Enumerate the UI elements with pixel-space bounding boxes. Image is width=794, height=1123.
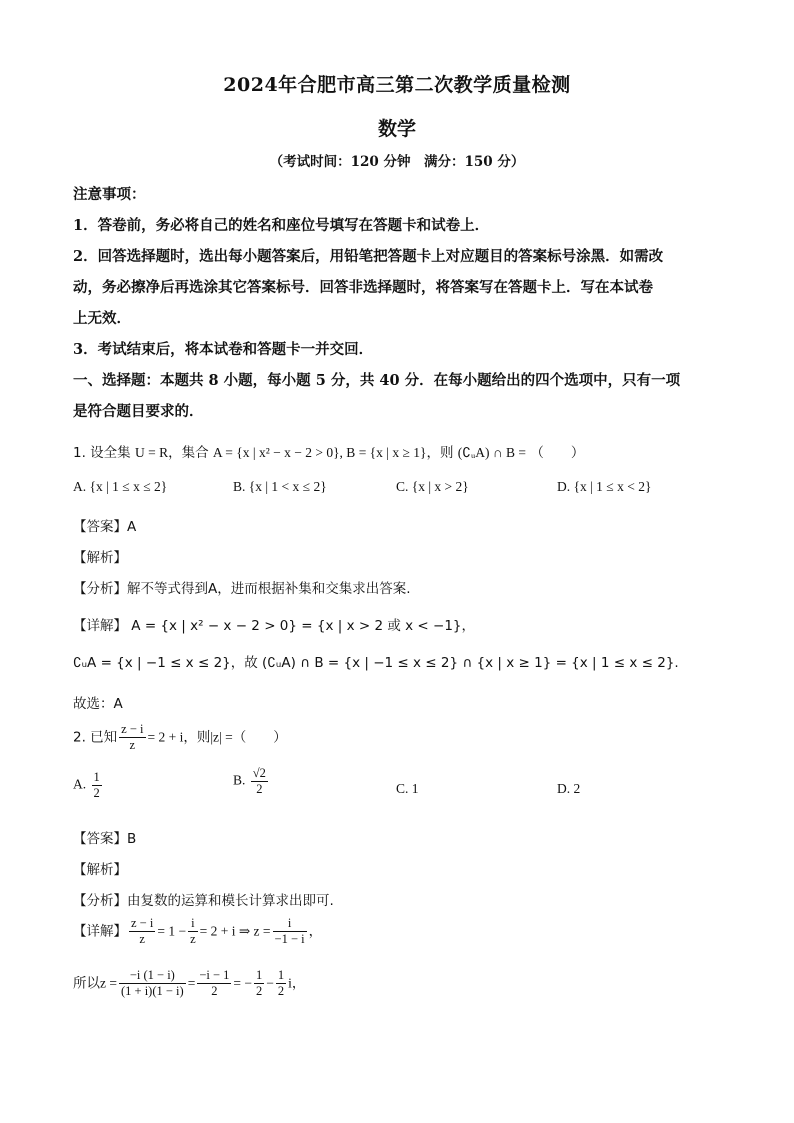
q2-d1-num-3: i bbox=[273, 916, 307, 932]
q2-frac-den: z bbox=[129, 738, 136, 752]
q1-option-d: D. {x | 1 ≤ x < 2} bbox=[557, 479, 652, 494]
q2-option-b bbox=[233, 766, 270, 797]
q2-detail-label: 【详解】 bbox=[73, 923, 127, 940]
q2-option-a-num: 1 bbox=[93, 770, 100, 784]
q2-d1-num-2: i bbox=[188, 916, 198, 932]
q2-detail-1 bbox=[73, 916, 322, 947]
q2-fenxi: 【分析】由复数的运算和模长计算求出即可. bbox=[73, 893, 334, 909]
q2-option-c: C. 1 bbox=[396, 781, 419, 796]
q2-option-a-den: 2 bbox=[93, 786, 100, 800]
q2-d1-frac-1 bbox=[129, 916, 155, 947]
notice-item-1: 1．答卷前，务必将自己的姓名和座位号填写在答题卡和试卷上． bbox=[73, 217, 490, 234]
exam-info: （考试时间：120 分钟 满分：150 分） bbox=[269, 154, 525, 170]
q2-d2-frac-3 bbox=[254, 968, 264, 999]
q2-d2-den-1: (1 + i)(1 − i) bbox=[120, 984, 184, 998]
q2-d2-eq-2: = − bbox=[233, 975, 252, 991]
q2-then: ，则 bbox=[183, 729, 211, 746]
section-1-line-2: 是符合题目要求的． bbox=[73, 403, 204, 420]
notice-item-2-line-3: 上无效． bbox=[73, 310, 131, 327]
notice-item-3: 3．考试结束后，将本试卷和答题卡一并交回． bbox=[73, 341, 374, 358]
q2-d1-mid: = 1 − bbox=[157, 923, 187, 939]
q2-d2-den-2: 2 bbox=[211, 984, 218, 998]
q2-d2-minus: − bbox=[266, 975, 274, 991]
q2-d1-frac-3 bbox=[273, 916, 307, 947]
q1-option-c: C. {x | x > 2} bbox=[396, 479, 469, 494]
q2-d2-z: z = bbox=[100, 975, 117, 991]
q2-d1-end: ， bbox=[308, 923, 323, 940]
q1-universe: U = R bbox=[134, 445, 169, 460]
page-title: 2024年合肥市高三第二次教学质量检测 bbox=[223, 74, 571, 96]
q2-option-a-label: A. bbox=[73, 776, 87, 792]
q2-d1-mid-2: = 2 + i ⇒ z = bbox=[199, 923, 271, 939]
q2-frac-num: z − i bbox=[121, 722, 144, 736]
q2-d2-num-2: −i − 1 bbox=[199, 968, 230, 982]
q2-d2-frac-1 bbox=[119, 968, 186, 999]
question-2-stem bbox=[73, 722, 287, 753]
q2-d2-frac-2 bbox=[197, 968, 231, 999]
q2-detail-2 bbox=[73, 968, 305, 999]
q2-prefix: 2. 已知 bbox=[73, 729, 118, 746]
q2-d2-frac-4 bbox=[276, 968, 286, 999]
q2-option-b-label: B. bbox=[233, 772, 246, 788]
q1-conclusion: 故选：A bbox=[73, 696, 123, 712]
q2-d2-num-1: −i (1 − i) bbox=[119, 968, 186, 984]
q2-expr: |z| = bbox=[210, 729, 233, 745]
q2-blank: （ ） bbox=[232, 729, 287, 746]
q2-d2-tail: i， bbox=[288, 975, 306, 991]
q1-expr: (∁ᵤA) ∩ B = bbox=[457, 445, 527, 460]
q2-option-a bbox=[73, 770, 104, 801]
q1-prefix: 1. 设全集 bbox=[73, 445, 131, 461]
q2-d1-num-1: z − i bbox=[131, 916, 154, 930]
q1-then: ，则 bbox=[426, 445, 454, 461]
q1-answer: 【答案】A bbox=[73, 519, 137, 535]
q1-analysis-label: 【解析】 bbox=[73, 550, 127, 566]
notice-heading: 注意事项： bbox=[73, 186, 146, 203]
q1-option-a: A. {x | 1 ≤ x ≤ 2} bbox=[73, 479, 168, 494]
q2-answer: 【答案】B bbox=[73, 831, 137, 847]
q1-detail-1: 【详解】 A = {x | x² − x − 2 > 0} = {x | x > 2 或 x < −1}， bbox=[73, 618, 476, 634]
q2-d2-den-3: 2 bbox=[256, 984, 263, 998]
q2-d1-frac-2 bbox=[188, 916, 198, 947]
q2-d2-num-4: 1 bbox=[277, 968, 285, 982]
q2-d1-den-2: z bbox=[190, 932, 196, 946]
q2-so-label: 所以 bbox=[73, 975, 100, 992]
q2-analysis-label: 【解析】 bbox=[73, 862, 127, 878]
q2-option-b-num: √2 bbox=[252, 766, 266, 780]
q1-fenxi: 【分析】解不等式得到A，进而根据补集和交集求出答案. bbox=[73, 581, 411, 597]
q2-d2-num-3: 1 bbox=[256, 968, 263, 982]
q2-d2-den-4: 2 bbox=[277, 984, 285, 998]
notice-item-2-line-1: 2．回答选择题时，选出每小题答案后，用铅笔把答题卡上对应题目的答案标号涂黑．如需改 bbox=[73, 248, 664, 265]
q1-blank: （ ） bbox=[530, 445, 585, 461]
question-1-stem bbox=[73, 441, 584, 461]
notice-item-2-line-2: 动，务必擦净后再选涂其它答案标号．回答非选择题时，将答案写在答题卡上．写在本试卷 bbox=[73, 279, 653, 296]
subject-title: 数学 bbox=[377, 118, 416, 140]
q2-eq: = 2 + i bbox=[147, 729, 184, 745]
q2-option-d: D. 2 bbox=[557, 781, 581, 796]
q1-set-word: ，集合 bbox=[168, 445, 209, 461]
q2-option-b-fraction bbox=[251, 766, 268, 797]
q2-d1-den-3: −1 − i bbox=[274, 932, 305, 946]
q2-option-a-fraction bbox=[92, 770, 102, 801]
q2-option-b-den: 2 bbox=[256, 782, 263, 796]
q2-d1-den-1: z bbox=[139, 932, 145, 946]
q2-d2-eq: = bbox=[187, 975, 196, 991]
section-1-line-1: 一、选择题：本题共 8 小题，每小题 5 分，共 40 分．在每小题给出的四个选项中，只有一项 bbox=[73, 372, 681, 389]
q1-sets: A = {x | x² − x − 2 > 0}, B = {x | x ≥ 1} bbox=[212, 445, 427, 460]
q1-option-b: B. {x | 1 < x ≤ 2} bbox=[233, 479, 327, 494]
q1-detail-2: ∁ᵤA = {x | −1 ≤ x ≤ 2}，故 (∁ᵤA) ∩ B = {x | −1 ≤ x ≤ 2} ∩ {x | x ≥ 1} = {x | 1 ≤ x ≤ 2}. bbox=[73, 655, 679, 671]
q2-fraction bbox=[119, 722, 145, 753]
